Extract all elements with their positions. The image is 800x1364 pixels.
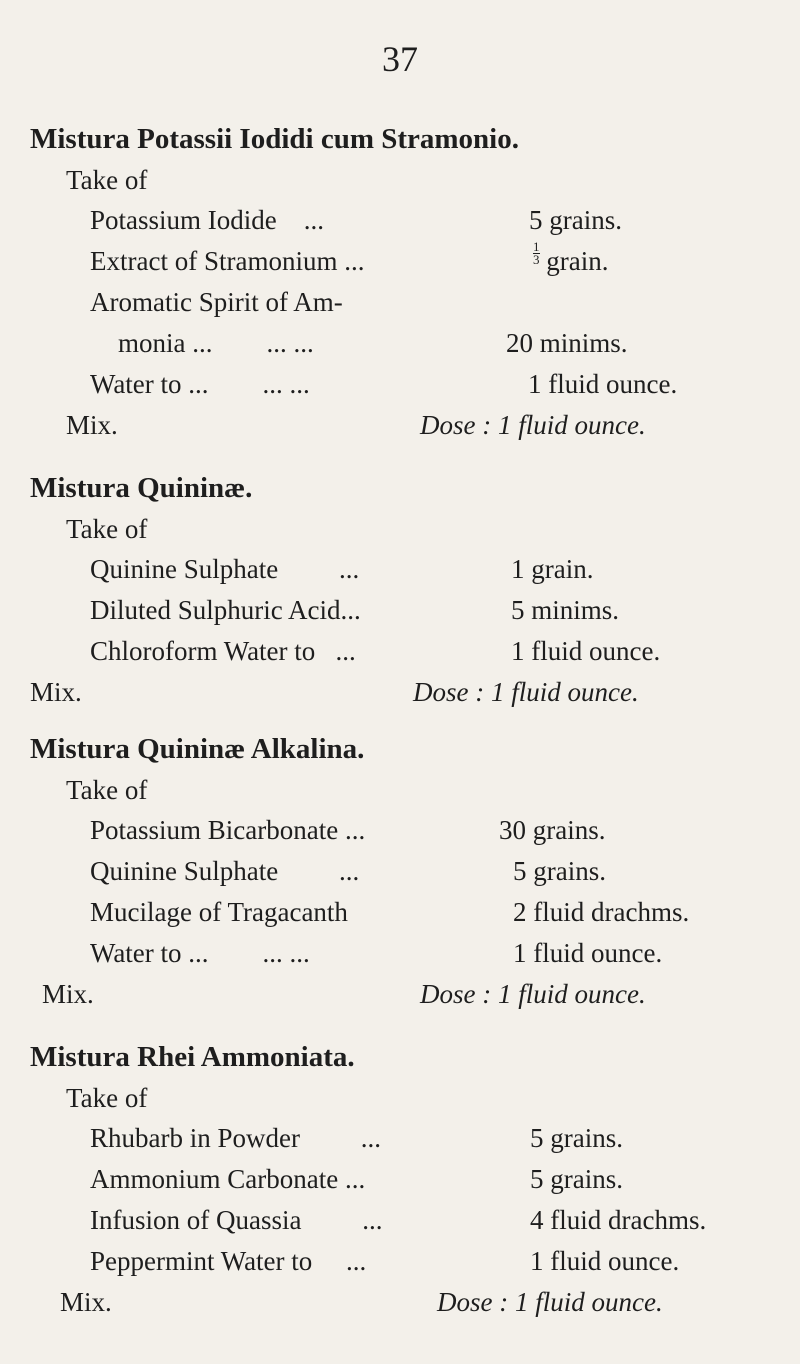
recipe-title: Mistura Quininæ Alkalina. — [30, 733, 365, 765]
ingredient-amount: $\frac{1}{3}$ grain. — [533, 239, 609, 276]
take-of-label: Take of — [66, 1083, 148, 1113]
mix-label: Mix. — [60, 1287, 112, 1317]
recipe-quininae — [30, 467, 800, 713]
ingredient-amount: 1 fluid ounce. — [511, 636, 661, 666]
mix-dose-row — [30, 974, 800, 1015]
ingredient-amount: 4 fluid drachms. — [530, 1205, 707, 1235]
ingredient-row — [30, 892, 800, 933]
ingredient-name: Potassium Bicarbonate ... — [90, 815, 366, 845]
ingredient-row — [30, 1118, 800, 1159]
ingredient-amount: 1 fluid ounce. — [530, 1246, 680, 1276]
dose: Dose : 1 fluid ounce. — [420, 979, 646, 1009]
ingredient-amount: 1 fluid ounce. — [513, 938, 663, 968]
mix-label: Mix. — [42, 979, 94, 1009]
ingredient-name: Potassium Iodide ... — [90, 205, 324, 235]
ingredient-row — [30, 549, 800, 590]
ingredient-amount: 5 grains. — [530, 1164, 623, 1194]
ingredient-name: Chloroform Water to ... — [90, 636, 356, 666]
ingredient-name: Aromatic Spirit of Am- — [90, 287, 343, 317]
ingredient-amount: 5 grains. — [513, 856, 606, 886]
mix-dose-row — [30, 405, 800, 446]
recipe-rhei-ammoniata — [30, 1036, 800, 1323]
ingredient-amount: 30 grains. — [499, 815, 606, 845]
ingredient-row — [30, 323, 800, 364]
take-of-label: Take of — [66, 775, 148, 805]
ingredient-amount: 2 fluid drachms. — [513, 897, 690, 927]
ingredient-row — [30, 282, 800, 323]
ingredient-amount: 5 grains. — [529, 205, 622, 235]
dose: Dose : 1 fluid ounce. — [420, 410, 646, 440]
recipe-quininae-alkalina — [30, 728, 800, 1015]
fraction: $\frac{1}{3}$ — [533, 239, 540, 267]
recipe-potassii-iodidi — [30, 118, 800, 446]
ingredient-name: Mucilage of Tragacanth — [90, 897, 348, 927]
ingredient-name: monia ... ... ... — [118, 328, 314, 358]
take-of-label: Take of — [66, 514, 148, 544]
ingredient-amount: 20 minims. — [506, 328, 628, 358]
mix-label: Mix. — [30, 677, 82, 707]
ingredient-amount: 1 fluid ounce. — [528, 369, 678, 399]
ingredient-amount: 5 grains. — [530, 1123, 623, 1153]
mix-dose-row — [30, 672, 800, 713]
recipe-title: Mistura Potassii Iodidi cum Stramonio. — [30, 123, 519, 155]
ingredient-name: Rhubarb in Powder ... — [90, 1123, 381, 1153]
ingredient-name: Quinine Sulphate ... — [90, 554, 360, 584]
ingredient-row — [30, 241, 800, 282]
dose: Dose : 1 fluid ounce. — [413, 677, 639, 707]
recipe-title: Mistura Quininæ. — [30, 472, 253, 504]
ingredient-row — [30, 1241, 800, 1282]
take-of-label: Take of — [66, 165, 148, 195]
ingredient-name: Water to ... ... ... — [90, 369, 310, 399]
ingredient-amount: 1 grain. — [511, 554, 594, 584]
ingredient-row — [30, 851, 800, 892]
ingredient-row — [30, 200, 800, 241]
ingredient-row — [30, 590, 800, 631]
ingredient-name: Peppermint Water to ... — [90, 1246, 367, 1276]
ingredient-amount: 5 minims. — [511, 595, 620, 625]
ingredient-row — [30, 933, 800, 974]
ingredient-name: Ammonium Carbonate ... — [90, 1164, 366, 1194]
recipe-title: Mistura Rhei Ammoniata. — [30, 1041, 355, 1073]
mix-dose-row — [30, 1282, 800, 1323]
ingredient-name: Extract of Stramonium ... — [90, 246, 365, 276]
page-number: 37 — [382, 39, 418, 79]
mix-label: Mix. — [66, 410, 118, 440]
ingredient-row — [30, 631, 800, 672]
ingredient-row — [30, 364, 800, 405]
ingredient-name: Quinine Sulphate ... — [90, 856, 360, 886]
ingredient-row — [30, 810, 800, 851]
ingredient-row — [30, 1200, 800, 1241]
ingredient-row — [30, 1159, 800, 1200]
ingredient-name: Infusion of Quassia ... — [90, 1205, 383, 1235]
dose: Dose : 1 fluid ounce. — [437, 1287, 663, 1317]
ingredient-name: Diluted Sulphuric Acid... — [90, 595, 361, 625]
ingredient-name: Water to ... ... ... — [90, 938, 310, 968]
